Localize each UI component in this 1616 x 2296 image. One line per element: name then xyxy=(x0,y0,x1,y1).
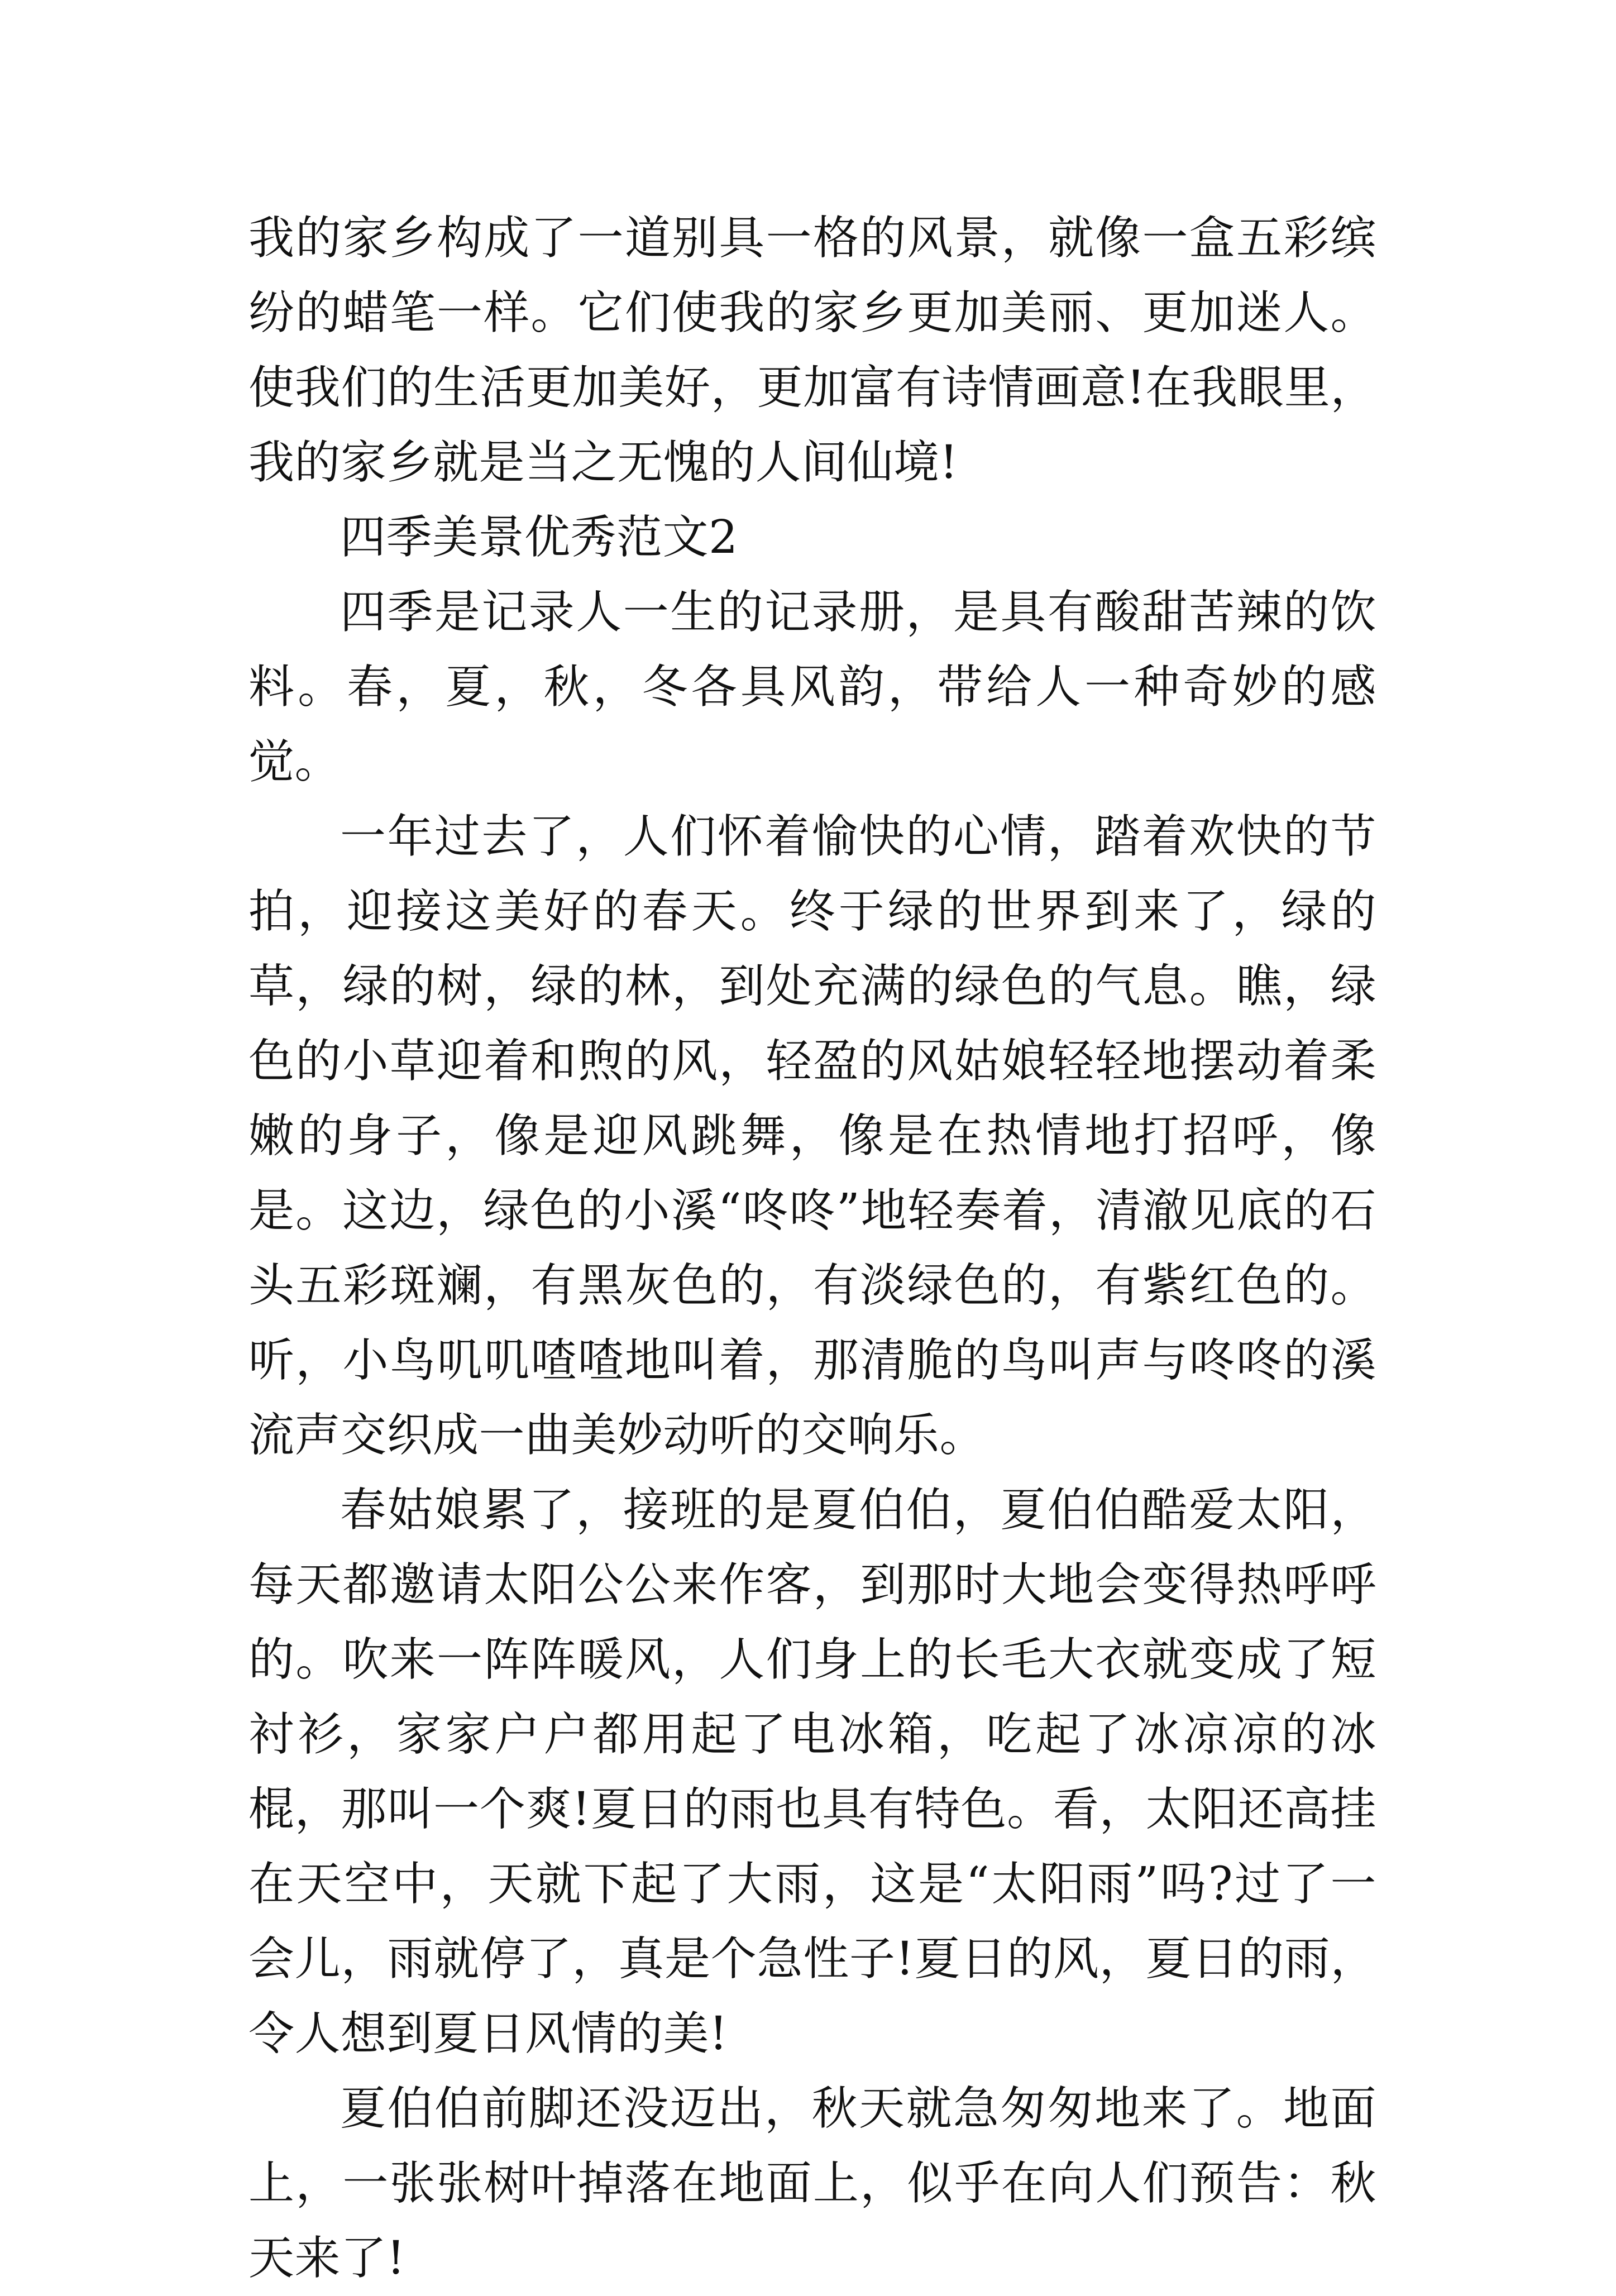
document-body xyxy=(248,201,1376,2296)
paragraph-continuation: 我的家乡构成了一道别具一格的风景，就像一盒五彩缤纷的蜡笔一样。它们使我的家乡更加美丽、更加迷人。使我们的生活更加美好，更加富有诗情画意!在我眼里，我的家乡就是当之无愧的人间仙境! xyxy=(248,212,1376,489)
paragraph-summer: 春姑娘累了，接班的是夏伯伯，夏伯伯酷爱太阳，每天都邀请太阳公公来作客，到那时大地会变得热呼呼的。吹来一阵阵暖风，人们身上的长毛大衣就变成了短衬衫，家家户户都用起了电冰箱，吃起了冰凉凉的冰棍，那叫一个爽!夏日的雨也具有特色。看，太阳还高挂在天空中，天就下起了大雨，这是“太阳雨”吗?过了一会儿，雨就停了，真是个急性子!夏日的风，夏日的雨，令人想到夏日风情的美! xyxy=(248,1484,1376,2060)
paragraph-spring: 一年过去了，人们怀着愉快的心情，踏着欢快的节拍，迎接这美好的春天。终于绿的世界到来了，绿的草，绿的树，绿的林，到处充满的绿色的气息。瞧，绿色的小草迎着和煦的风，轻盈的风姑娘轻轻地摆动着柔嫩的身子，像是迎风跳舞，像是在热情地打招呼，像是。这边，绿色的小溪“咚咚”地轻奏着，清澈见底的石头五彩斑斓，有黑灰色的，有淡绿色的，有紫红色的。听，小鸟叽叽喳喳地叫着，那清脆的鸟叫声与咚咚的溪流声交织成一曲美妙动听的交响乐。 xyxy=(248,810,1376,1462)
paragraph-autumn: 夏伯伯前脚还没迈出，秋天就急匆匆地来了。地面上，一张张树叶掉落在地面上，似乎在向人们预告：秋天来了! xyxy=(248,2082,1376,2285)
section-heading: 四季美景优秀范文2 xyxy=(340,511,738,564)
paragraph-intro: 四季是记录人一生的记录册，是具有酸甜苦辣的饮料。春，夏，秋，冬各具风韵，带给人一种奇妙的感觉。 xyxy=(248,586,1376,788)
